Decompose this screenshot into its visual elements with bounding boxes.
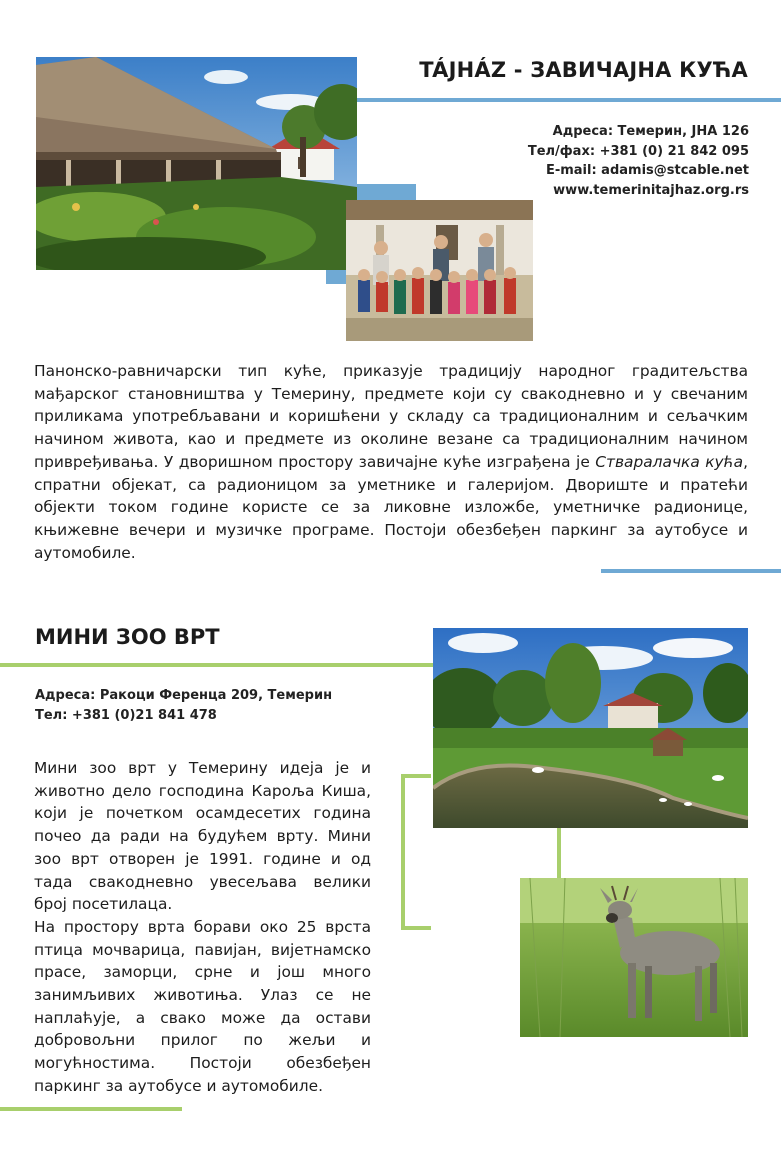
zoo-deer-photo: [520, 878, 748, 1037]
blue-accent-line-top: [357, 98, 781, 102]
section2-title: МИНИ ЗОО ВРТ: [35, 625, 220, 649]
section2-description-p2: На простору врта борави око 25 врста птица мочварица, павијан, вијетнамско прасе, заморци, срне и још много занимљивих животиња. Улаз се не наплаћује, а свако може да остави добровољни прилог по жељи и могућностима. Постоји обезбеђен паркинг за аутобусе и аутомобиле.: [34, 917, 371, 1095]
section1-description-part2: , спратни објекат, са радионицом за уметнике и галеријом. Двориште и пратећи објекти током године користе се за ликовне изложбе, уметничке радионице, књижевне вечери и музичке програме. Постоји обезбеђен паркинг за аутобусе и аутомобиле.: [34, 452, 749, 562]
section2-description-p1: Мини зоо врт у Темерину идеја је и животно дело господина Карољa Киша, који је почетком осамдесетих година почео да ради на будућем врту. Мини зоо врт отворен је 1991. године и од тада свакодневно увесељава велики број посетилаца.: [34, 759, 371, 914]
section2-address: Адреса: Ракоци Ференца 209, Темерин: [35, 688, 333, 703]
section1-contact-block: [528, 122, 749, 200]
section1-email[interactable]: E-mail: adamis@stcable.net: [545, 163, 749, 178]
green-connector-bracket: [401, 774, 431, 930]
section1-description-italic: Стваралачка кућа: [595, 452, 744, 471]
section2-contact-block: [35, 686, 332, 726]
section1-address: Адреса: Темерин, ЈНА 126: [552, 124, 749, 139]
tajhaz-children-photo: [346, 200, 533, 341]
green-connector-vertical: [557, 826, 561, 880]
green-accent-line-bottom: [0, 1107, 182, 1111]
section1-website-link[interactable]: www.temerinitajhaz.org.rs: [553, 182, 749, 198]
blue-accent-line-bottom: [601, 569, 781, 573]
section1-title: TÁJHÁZ - ЗАВИЧАЈНА КУЋА: [419, 58, 748, 82]
section1-description: [34, 360, 748, 564]
tajhaz-house-photo: [36, 57, 357, 270]
section1-description-part1: Панонско-равничарски тип куће, приказује традицију народног градитељства мађарског становништва у Темерину, предмете који су свакодневно и у свечаним приликама употребљавани и коришћени у складу са традиционалним и сељачким начином живота, као и предмете из околине везане са традиционалним начином привређивања. У дворишном простору завичајне куће изграђена је: [34, 362, 748, 471]
zoo-pond-photo: [433, 628, 748, 828]
section2-description: [34, 757, 371, 1098]
section2-phone: Тел: +381 (0)21 841 478: [35, 708, 217, 723]
section1-phone: Тел/фах: +381 (0) 21 842 095: [527, 143, 749, 159]
